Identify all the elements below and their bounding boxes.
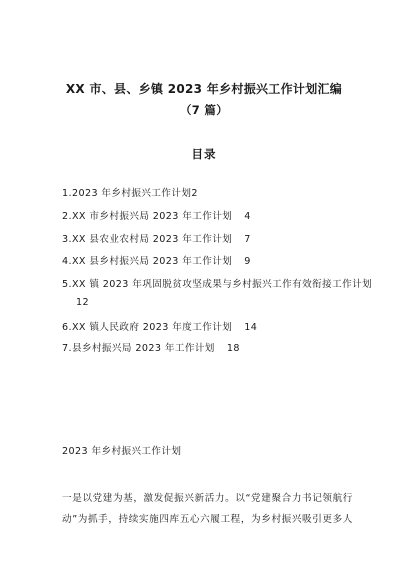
toc-item[interactable] [62, 340, 240, 354]
section-title: 2023 年乡村振兴工作计划 [62, 446, 182, 457]
toc-item[interactable] [62, 319, 257, 333]
toc-item-page: 9 [244, 256, 251, 267]
toc-item-page: 4 [244, 211, 251, 222]
toc-item[interactable] [62, 231, 251, 245]
body-paragraph [62, 488, 352, 530]
toc-item-label: 7.县乡村振兴局 2023 年工作计划 [62, 343, 215, 354]
toc-item-page: 18 [226, 343, 240, 354]
toc-item[interactable] [62, 253, 251, 267]
body-line: 一是以党建为基，激发促振兴新活力。以“党建聚合力书记领航行 [62, 493, 353, 504]
toc-item-label: 2.XX 市乡村振兴局 2023 年工作计划 [62, 211, 233, 222]
toc-item-label: 5.XX 镇 2023 年巩固脱贫攻坚成果与乡村振兴工作有效衔接工作计划 [62, 279, 373, 290]
toc-item-page: 12 [76, 297, 90, 308]
toc-item[interactable] [62, 276, 373, 308]
document-title: XX 市、县、乡镇 2023 年乡村振兴工作计划汇编 [65, 82, 343, 96]
toc-item-label: 3.XX 县农业农村局 2023 年工作计划 [62, 234, 233, 245]
body-line: 动”为抓手，持续实施四库五心六履工程，为乡村振兴吸引更多人 [62, 514, 353, 525]
toc-item-page: 2 [191, 188, 198, 199]
toc-item-page: 7 [244, 234, 251, 245]
toc-item-page: 14 [244, 322, 258, 333]
toc-item[interactable] [62, 208, 251, 222]
toc-item-label: 6.XX 镇人民政府 2023 年度工作计划 [62, 322, 233, 333]
document-subtitle: （7 篇） [179, 103, 228, 117]
toc-item[interactable] [62, 185, 198, 199]
toc-item-label: 4.XX 县乡村振兴局 2023 年工作计划 [62, 256, 233, 267]
toc-heading: 目录 [191, 147, 217, 161]
toc-item-label: 1.2023 年乡村振兴工作计划 [62, 188, 192, 199]
